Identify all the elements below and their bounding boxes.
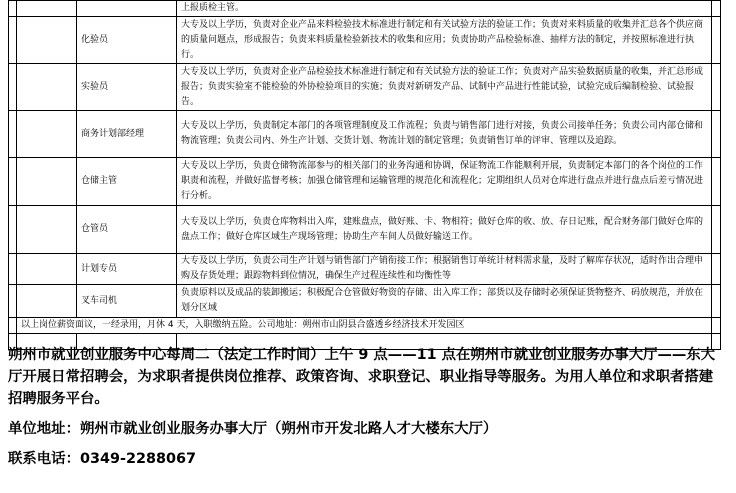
job-description: 大专及以上学历，负责对企业产品来料检验技术标准进行制定和有关试验方法的验证工作；负责对来料质量的收集并汇总各个供应商的质量问题点，形成报告；负责来料质量检验新技术的收集和应用；负责协助产品检验标准、抽样方法的制定，并按照标准进行执行。 — [177, 17, 712, 64]
job-description: 大专及以上学历，负责对企业产品检验技术标准进行制定和有关试验方法的验证工作；负责对产品实验数据质量的收集，并汇总形成报告；负责实验室不能检验的外协检验项目的实施；负责对新研发产品、试制中产品进行性能试验，试验完成后编制检验、试验报告。 — [177, 64, 712, 111]
job-title: 计划专员 — [77, 254, 177, 285]
table-row — [9, 64, 721, 111]
unit-address: 单位地址：朔州市就业创业服务办事大厅（朔州市开发北路人才大楼东大厅） — [8, 421, 498, 437]
job-title: 仓管员 — [77, 206, 177, 254]
job-description-fragment: 上报质检主管。 — [177, 1, 712, 17]
job-description: 负责原料以及成品的装卸搬运；积极配合仓管做好物资的存储、出入库工作；部货以及存储时必须保证货物整齐、码放规范，并放在划分区域 — [177, 285, 712, 318]
job-description: 大专及以上学历，负责制定本部门的各项管理制度及工作流程；负责与销售部门进行对接，负责公司接单任务；负责公司内部仓储和物流管理；负责公司内、外生产计划、交货计划、物流计划的制定管理；负责销售订单的评审、管理以及追踪。 — [177, 111, 712, 158]
job-title: 商务计划部经理 — [77, 111, 177, 158]
table-row — [9, 158, 721, 206]
job-description: 大专及以上学历，负责仓库物料出入库，建账盘点，做好账、卡、物相符；做好仓库的收、放、存日记账，配合财务部门做好仓库的盘点工作；做好仓库区域生产现场管理；协助生产车间人员做好输送工作。 — [177, 206, 712, 254]
job-title: 实验员 — [77, 64, 177, 111]
table-row — [9, 318, 721, 334]
job-title: 化验员 — [77, 17, 177, 64]
job-description: 大专及以上学历，负责公司生产计划与销售部门产销衔接工作；根据销售订单统计材料需求量，及时了解库存状况，适时作出合理申购及存货处理；跟踪物料到位情况，确保生产过程连续性和均衡性等 — [177, 254, 712, 285]
job-description: 大专及以上学历，负责仓储物流部参与的相关部门的业务沟通和协调，保证物流工作能顺利开展，负责制定本部门的各个岗位的工作职责和流程，并做好监督考核；加强仓储管理和运输管理的规范化和流程化；定期组织人员对仓库进行盘点并进行盘点后差亏情况进行分析。 — [177, 158, 712, 206]
job-title: 仓储主管 — [77, 158, 177, 206]
contact-phone: 联系电话：0349-2288067 — [8, 451, 197, 467]
recruitment-notice — [8, 344, 720, 470]
table-row — [9, 254, 721, 285]
job-title: 叉车司机 — [77, 285, 177, 318]
table-row — [9, 1, 721, 17]
table-row — [9, 17, 721, 64]
table-row — [9, 111, 721, 158]
notice-intro: 朔州市就业创业服务中心每周二（法定工作时间）上午 9 点——11 点在朔州市就业创业服务办事大厅——东大厅开展日常招聘会，为求职者提供岗位推荐、政策咨询、求职登记、职业指导等服务。为用人单位和求职者搭建招聘服务平台。 — [8, 347, 716, 407]
table-row — [9, 206, 721, 254]
job-listing-table — [8, 0, 721, 350]
table-row — [9, 285, 721, 318]
table-footer-note: 以上岗位薪资面议，一经录用，月休 4 天，入职缴纳五险。公司地址：朔州市山阴县合盛透乡经济技术开发园区 — [17, 318, 712, 334]
